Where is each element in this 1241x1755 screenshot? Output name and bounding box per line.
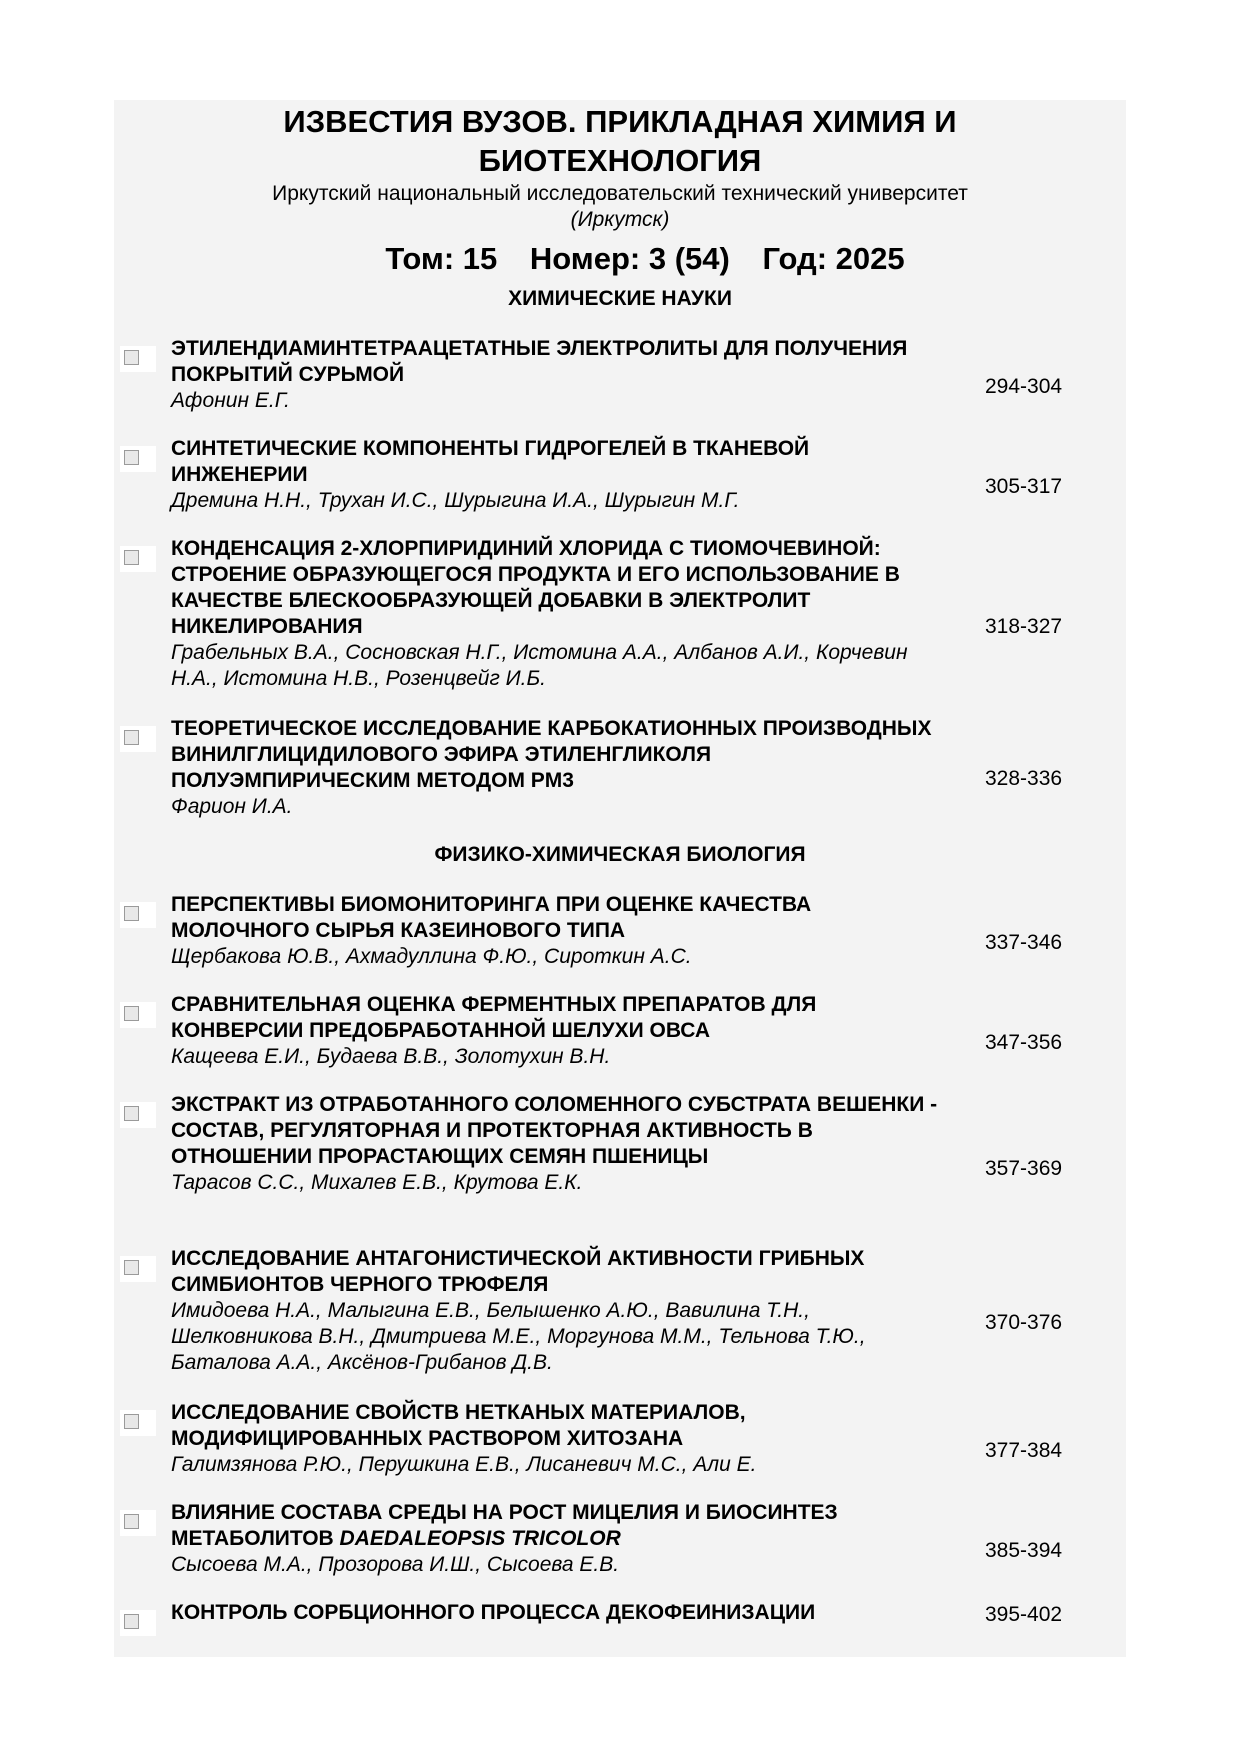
year: Год: 2025 — [762, 241, 905, 276]
article-title-link[interactable]: ЭТИЛЕНДИАМИНТЕТРААЦЕТАТНЫЕ ЭЛЕКТРОЛИТЫ ДЛЯ ПОЛУЧЕНИЯ ПОКРЫТИЙ СУРЬМОЙ — [171, 337, 908, 386]
article-authors: Сысоева М.А., Прозорова И.Ш., Сысоева Е.В. — [171, 1553, 620, 1576]
select-checkbox[interactable] — [120, 346, 156, 372]
toc-panel — [114, 100, 1126, 1657]
article-title-link[interactable]: ВЛИЯНИЕ СОСТАВА СРЕДЫ НА РОСТ МИЦЕЛИЯ И БИОСИНТЕЗ МЕТАБОЛИТОВ DAEDALEOPSIS TRICOLOR — [171, 1501, 838, 1550]
article-authors: Кащеева Е.И., Будаева В.В., Золотухин В.Н. — [171, 1045, 611, 1068]
article-pages: 395-402 — [985, 1603, 1063, 1626]
issue-line — [114, 239, 1126, 279]
volume: Том: 15 — [385, 241, 498, 276]
article-title-link[interactable]: КОНДЕНСАЦИЯ 2-ХЛОРПИРИДИНИЙ ХЛОРИДА С ТИОМОЧЕВИНОЙ: СТРОЕНИЕ ОБРАЗУЮЩЕГОСЯ ПРОДУКТА И ЕГО ИСПОЛЬЗОВАНИЕ В КАЧЕСТВЕ БЛЕСКООБРАЗУЮЩЕЙ ДОБАВКИ В ЭЛЕКТРОЛИТ НИКЕЛИРОВАНИЯ — [171, 537, 900, 638]
article-pages: 337-346 — [985, 931, 1063, 954]
article-authors: Дремина Н.Н., Трухан И.С., Шурыгина И.А., Шурыгин М.Г. — [171, 489, 740, 512]
publisher: Иркутский национальный исследовательский технический университет — [272, 182, 968, 205]
article-pages: 347-356 — [985, 1031, 1063, 1054]
article-title-link[interactable]: КОНТРОЛЬ СОРБЦИОННОГО ПРОЦЕССА ДЕКОФЕИНИЗАЦИИ — [171, 1601, 816, 1624]
article-pages: 318-327 — [985, 615, 1063, 638]
select-checkbox[interactable] — [120, 1256, 156, 1282]
article-title-link[interactable]: ИССЛЕДОВАНИЕ СВОЙСТВ НЕТКАНЫХ МАТЕРИАЛОВ, МОДИФИЦИРОВАННЫХ РАСТВОРОМ ХИТОЗАНА — [171, 1401, 746, 1450]
article-authors: Афонин Е.Г. — [171, 389, 290, 412]
journal-title: ИЗВЕСТИЯ ВУЗОВ. ПРИКЛАДНАЯ ХИМИЯ И БИОТЕХНОЛОГИЯ — [283, 104, 957, 178]
select-checkbox[interactable] — [120, 446, 156, 472]
article-title-link[interactable]: СРАВНИТЕЛЬНАЯ ОЦЕНКА ФЕРМЕНТНЫХ ПРЕПАРАТОВ ДЛЯ КОНВЕРСИИ ПРЕДОБРАБОТАННОЙ ШЕЛУХИ ОВСА — [171, 993, 817, 1042]
select-checkbox[interactable] — [120, 546, 156, 572]
article-authors: Щербакова Ю.В., Ахмадуллина Ф.Ю., Сироткин А.С. — [171, 945, 692, 968]
article-title-link[interactable]: ТЕОРЕТИЧЕСКОЕ ИССЛЕДОВАНИЕ КАРБОКАТИОННЫХ ПРОИЗВОДНЫХ ВИНИЛГЛИЦИДИЛОВОГО ЭФИРА ЭТИЛЕНГЛИКОЛЯ ПОЛУЭМПИРИЧЕСКИМ МЕТОДОМ PM3 — [171, 717, 932, 792]
publisher-city: (Иркутск) — [570, 208, 670, 231]
article-authors: Имидоева Н.А., Малыгина Е.В., Белышенко А.Ю., Вавилина Т.Н., Шелковникова В.Н., Дмитриева М.Е., Моргунова М.М., Тельнова Т.Ю., Баталова А.А., Аксёнов-Грибанов Д.В. — [171, 1299, 866, 1374]
article-pages: 377-384 — [985, 1439, 1063, 1462]
article-pages: 305-317 — [985, 475, 1063, 498]
article-pages: 294-304 — [985, 375, 1063, 398]
article-title-link[interactable]: ИССЛЕДОВАНИЕ АНТАГОНИСТИЧЕСКОЙ АКТИВНОСТИ ГРИБНЫХ СИМБИОНТОВ ЧЕРНОГО ТРЮФЕЛЯ — [171, 1247, 865, 1296]
section-heading: ХИМИЧЕСКИЕ НАУКИ — [508, 287, 732, 310]
article-authors: Фарион И.А. — [171, 795, 293, 818]
article-pages: 385-394 — [985, 1539, 1063, 1562]
article-pages: 370-376 — [985, 1311, 1063, 1334]
species-name: DAEDALEOPSIS TRICOLOR — [339, 1527, 621, 1550]
select-checkbox[interactable] — [120, 1610, 156, 1636]
article-pages: 357-369 — [985, 1157, 1063, 1180]
select-checkbox[interactable] — [120, 726, 156, 752]
article-authors: Тарасов С.С., Михалев Е.В., Крутова Е.К. — [171, 1171, 583, 1194]
article-title-link[interactable]: ЭКСТРАКТ ИЗ ОТРАБОТАННОГО СОЛОМЕННОГО СУБСТРАТА ВЕШЕНКИ - СОСТАВ, РЕГУЛЯТОРНАЯ И ПРОТЕКТОРНАЯ АКТИВНОСТЬ В ОТНОШЕНИИ ПРОРАСТАЮЩИХ СЕМЯН ПШЕНИЦЫ — [171, 1093, 938, 1168]
select-checkbox[interactable] — [120, 1410, 156, 1436]
select-checkbox[interactable] — [120, 902, 156, 928]
article-title-link[interactable]: ПЕРСПЕКТИВЫ БИОМОНИТОРИНГА ПРИ ОЦЕНКЕ КАЧЕСТВА МОЛОЧНОГО СЫРЬЯ КАЗЕИНОВОГО ТИПА — [171, 893, 812, 942]
issue-number: Номер: 3 (54) — [529, 241, 730, 276]
select-checkbox[interactable] — [120, 1102, 156, 1128]
article-authors: Галимзянова Р.Ю., Перушкина Е.В., Лисаневич М.С., Али Е. — [171, 1453, 757, 1476]
article-title-link[interactable]: СИНТЕТИЧЕСКИЕ КОМПОНЕНТЫ ГИДРОГЕЛЕЙ В ТКАНЕВОЙ ИНЖЕНЕРИИ — [171, 437, 810, 486]
journal-header — [114, 100, 1126, 279]
section-heading: ФИЗИКО-ХИМИЧЕСКАЯ БИОЛОГИЯ — [434, 843, 806, 866]
select-checkbox[interactable] — [120, 1510, 156, 1536]
article-authors: Грабельных В.А., Сосновская Н.Г., Истомина А.А., Албанов А.И., Корчевин Н.А., Истомина Н.В., Розенцвейг И.Б. — [171, 641, 908, 690]
select-checkbox[interactable] — [120, 1002, 156, 1028]
article-pages: 328-336 — [985, 767, 1063, 790]
